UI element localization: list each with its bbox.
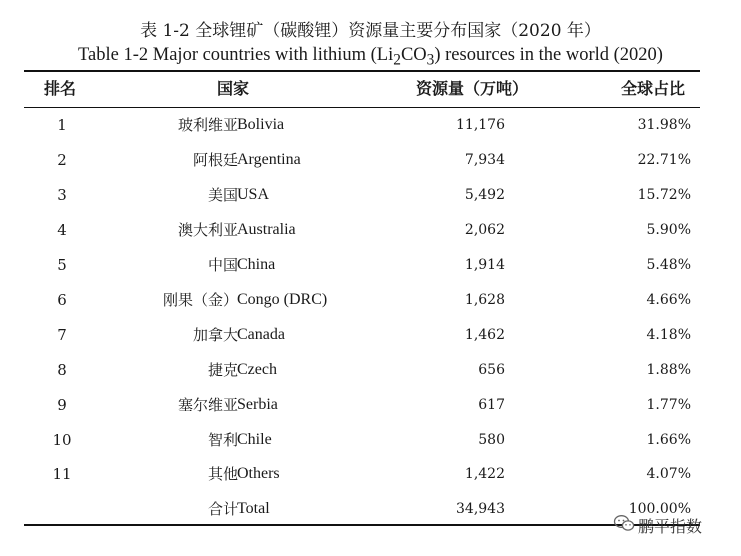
country-cn-cell: 加拿大 bbox=[192, 326, 238, 344]
country-cn-cell: 澳大利亚 bbox=[177, 221, 238, 239]
header-resource: 资源量（万吨） bbox=[416, 79, 529, 98]
table-row bbox=[24, 393, 700, 417]
header-country: 国家 bbox=[217, 79, 250, 98]
country-en-cell: Chile bbox=[237, 431, 272, 448]
resource-cell: 1,462 bbox=[464, 327, 505, 343]
country-en-cell: Argentina bbox=[237, 151, 301, 168]
share-cell: 1.88% bbox=[646, 362, 691, 378]
table-row bbox=[24, 113, 700, 137]
share-cell: 5.48% bbox=[646, 257, 691, 273]
share-cell: 31.98% bbox=[637, 117, 691, 133]
country-cn-cell: 塞尔维亚 bbox=[177, 396, 238, 414]
caption-en-subscript: 2 bbox=[393, 51, 401, 69]
share-cell: 15.72% bbox=[637, 187, 691, 203]
country-en-cell: Others bbox=[237, 465, 280, 482]
country-cn-cell: 捷克 bbox=[207, 361, 238, 379]
country-cn-cell: 其他 bbox=[207, 465, 238, 483]
table-row bbox=[24, 462, 700, 486]
country-cn-cell: 玻利维亚 bbox=[177, 116, 238, 134]
share-cell: 4.18% bbox=[646, 327, 691, 343]
rank-cell: 3 bbox=[57, 186, 67, 204]
table-row bbox=[24, 323, 700, 347]
rank-cell: 11 bbox=[52, 465, 72, 483]
resource-cell: 1,628 bbox=[464, 292, 505, 308]
country-en-cell: Congo (DRC) bbox=[237, 291, 328, 308]
resource-cell: 1,914 bbox=[464, 257, 505, 273]
country-en-cell: Czech bbox=[237, 361, 277, 378]
country-cn-cell: 美国 bbox=[207, 186, 238, 204]
country-cn-cell: 阿根廷 bbox=[192, 151, 238, 169]
watermark bbox=[613, 514, 702, 536]
share-cell: 4.66% bbox=[646, 292, 691, 308]
caption-en-part: Table 1-2 Major countries with lithium (Li bbox=[78, 45, 394, 65]
header-share: 全球占比 bbox=[621, 79, 686, 98]
country-en-cell: Australia bbox=[237, 221, 296, 238]
table-row-total bbox=[24, 497, 700, 521]
header-rank: 排名 bbox=[44, 79, 77, 98]
share-cell: 5.90% bbox=[646, 222, 691, 238]
table-caption-english bbox=[0, 44, 741, 72]
rank-cell: 4 bbox=[57, 221, 67, 239]
country-en-cell: Bolivia bbox=[237, 116, 285, 133]
country-en-cell: China bbox=[237, 256, 276, 273]
rank-cell: 5 bbox=[57, 256, 67, 274]
share-cell: 1.77% bbox=[646, 397, 691, 413]
rank-cell: 2 bbox=[57, 151, 67, 169]
resource-cell: 1,422 bbox=[464, 466, 505, 482]
table-row bbox=[24, 148, 700, 172]
country-en-cell: Canada bbox=[237, 326, 285, 343]
table-caption-chinese: 表 1-2 全球锂矿（碳酸锂）资源量主要分布国家（2020 年） bbox=[140, 21, 601, 41]
rank-cell: 1 bbox=[57, 116, 67, 134]
rank-cell: 8 bbox=[57, 361, 67, 379]
table-row bbox=[24, 288, 700, 312]
resource-cell: 2,062 bbox=[464, 222, 505, 238]
resource-cell: 617 bbox=[478, 397, 505, 413]
share-cell: 1.66% bbox=[646, 432, 691, 448]
table-row bbox=[24, 253, 700, 277]
resource-cell: 34,943 bbox=[456, 501, 505, 517]
country-en-cell: Serbia bbox=[237, 396, 278, 413]
caption-en-part: CO bbox=[400, 45, 427, 65]
table-header-rule bbox=[24, 107, 700, 108]
caption-en-subscript: 3 bbox=[426, 51, 435, 69]
rank-cell: 10 bbox=[52, 431, 72, 449]
caption-en-part: ) resources in the world (2020) bbox=[434, 45, 663, 65]
share-cell: 4.07% bbox=[646, 466, 691, 482]
table-row bbox=[24, 183, 700, 207]
watermark-text: 鹏平指数 bbox=[638, 516, 703, 536]
share-cell: 100.00% bbox=[628, 501, 691, 517]
country-cn-cell: 智利 bbox=[207, 431, 238, 449]
table-row bbox=[24, 218, 700, 242]
table-row bbox=[24, 358, 700, 382]
table-row bbox=[24, 428, 700, 452]
wechat-icon bbox=[613, 514, 635, 536]
table-top-rule bbox=[24, 70, 700, 72]
table-bottom-rule bbox=[24, 524, 700, 526]
rank-cell: 9 bbox=[57, 396, 67, 414]
rank-cell: 6 bbox=[57, 291, 67, 309]
country-cn-cell: 中国 bbox=[207, 256, 238, 274]
resource-cell: 580 bbox=[478, 432, 505, 448]
country-cn-cell: 合计 bbox=[207, 500, 238, 518]
resource-cell: 11,176 bbox=[456, 117, 505, 133]
resource-cell: 656 bbox=[478, 362, 505, 378]
rank-cell: 7 bbox=[57, 326, 67, 344]
country-cn-cell: 刚果（金） bbox=[162, 291, 238, 309]
resource-cell: 7,934 bbox=[464, 152, 505, 168]
resource-cell: 5,492 bbox=[464, 187, 505, 203]
share-cell: 22.71% bbox=[637, 152, 691, 168]
country-en-cell: Total bbox=[237, 500, 270, 517]
country-en-cell: USA bbox=[237, 186, 270, 203]
